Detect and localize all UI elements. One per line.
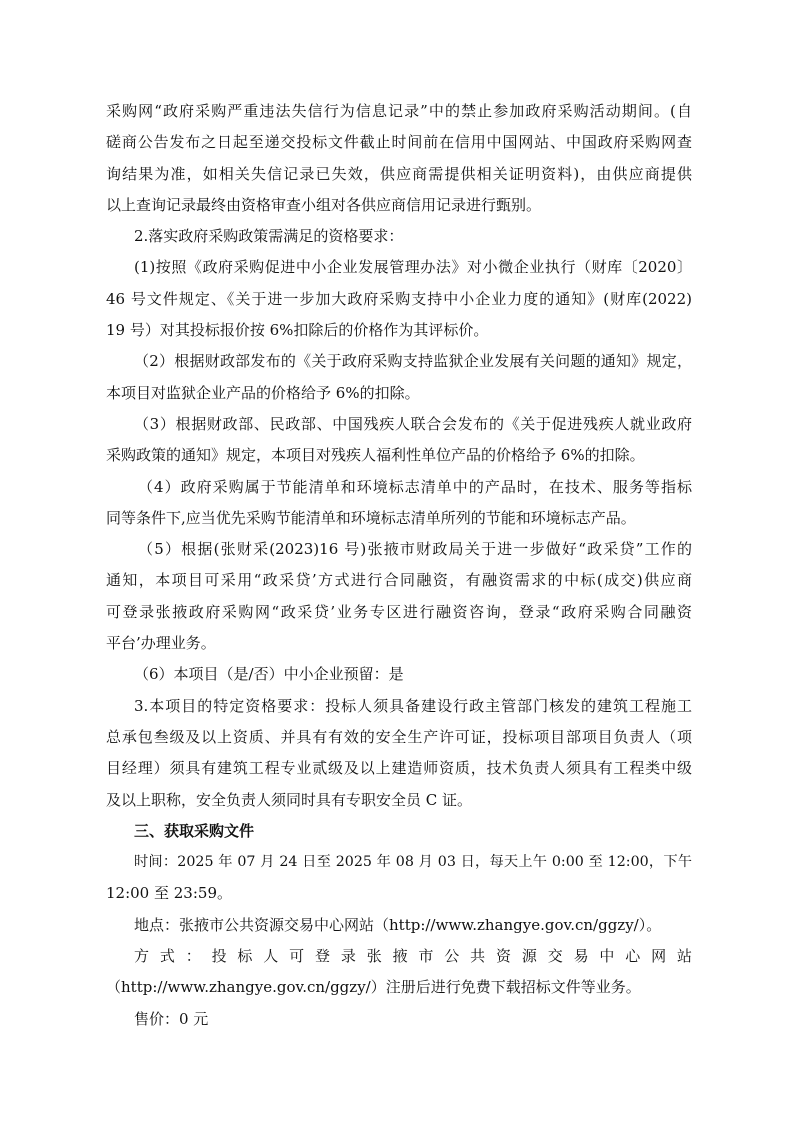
text-line: 同等条件下,应当优先采购节能清单和环境标志清单所列的节能和环境标志产品。 (106, 508, 636, 527)
text-line: 3.本项目的特定资格要求：投标人须具备建设行政主管部门核发的建筑工程施工 (134, 696, 692, 715)
text-line: （6）本项目（是/否）中小企业预留：是 (134, 665, 404, 684)
text-line: 46 号文件规定、《关于进一步加大政府采购支持中小企业力度的通知》(财库(2022) (106, 289, 692, 308)
text-line: 采购政策的通知》规定，本项目对残疾人福利性单位产品的价格给予 6%的扣除。 (106, 446, 645, 465)
text-line: 19 号）对其投标报价按 6%扣除后的价格作为其评标价。 (106, 321, 489, 340)
text-line: （3）根据财政部、民政部、中国残疾人联合会发布的《关于促进残疾人就业政府 (134, 414, 692, 433)
text-line: （http://www.zhangye.gov.cn/ggzy/）注册后进行免费下载招标文件等业务。 (106, 978, 641, 997)
text-line: 平台’办理业务。 (106, 634, 216, 653)
text-line: 方 式 ： 投 标 人 可 登 录 张 掖 市 公 共 资 源 交 易 中 心 网 站 (134, 947, 692, 966)
text-line: 磋商公告发布之日起至递交投标文件截止时间前在信用中国网站、中国政府采购网查 (106, 133, 692, 152)
text-line: 目经理）须具有建筑工程专业贰级及以上建造师资质，技术负责人须具有工程类中级 (106, 759, 692, 778)
text-line: 及以上职称，安全负责人须同时具有专职安全员 C 证。 (106, 790, 473, 809)
text-line: 12:00 至 23:59。 (106, 884, 232, 903)
text-line: 采购网“政府采购严重违法失信行为信息记录”中的禁止参加政府采购活动期间。(自 (106, 102, 692, 120)
text-line: （2）根据财政部发布的《关于政府采购支持监狱企业发展有关问题的通知》规定， (134, 352, 692, 371)
text-line: （5）根据(张财采(2023)16 号)张掖市财政局关于进一步做好“政采贷”工作的 (138, 540, 692, 559)
text-line: 地点：张掖市公共资源交易中心网站（http://www.zhangye.gov.cn/ggzy/）。 (134, 915, 662, 934)
text-line: 询结果为准，如相关失信记录已失效，供应商需提供相关证明资料)，由供应商提供 (106, 164, 692, 183)
text-line: (1)按照《政府采购促进中小企业发展管理办法》对小微企业执行（财库〔2020〕 (134, 258, 692, 277)
text-line: 2.落实政府采购政策需满足的资格要求： (134, 227, 404, 246)
section-heading: 三、获取采购文件 (134, 821, 255, 840)
text-line: 时间：2025 年 07 月 24 日至 2025 年 08 月 03 日，每天上午 0:00 至 12:00，下午 (134, 854, 692, 871)
text-line: 售价：0 元 (134, 1009, 209, 1028)
document-page (106, 96, 692, 1035)
text-line: 以上查询记录最终由资格审查小组对各供应商信用记录进行甄别。 (106, 195, 542, 214)
text-line: 通知，本项目可采用“政采贷’方式进行合同融资，有融资需求的中标(成交)供应商 (106, 571, 692, 590)
text-line: 可登录张掖政府采购网“政采贷’业务专区进行融资咨询，登录“政府采购合同融资 (106, 602, 692, 621)
text-line: 总承包叁级及以上资质、并具有有效的安全生产许可证，投标项目部项目负责人（项 (106, 727, 692, 746)
text-line: （4）政府采购属于节能清单和环境标志清单中的产品时，在技术、服务等指标 (138, 477, 692, 496)
text-line: 本项目对监狱企业产品的价格给予 6%的扣除。 (106, 383, 420, 402)
